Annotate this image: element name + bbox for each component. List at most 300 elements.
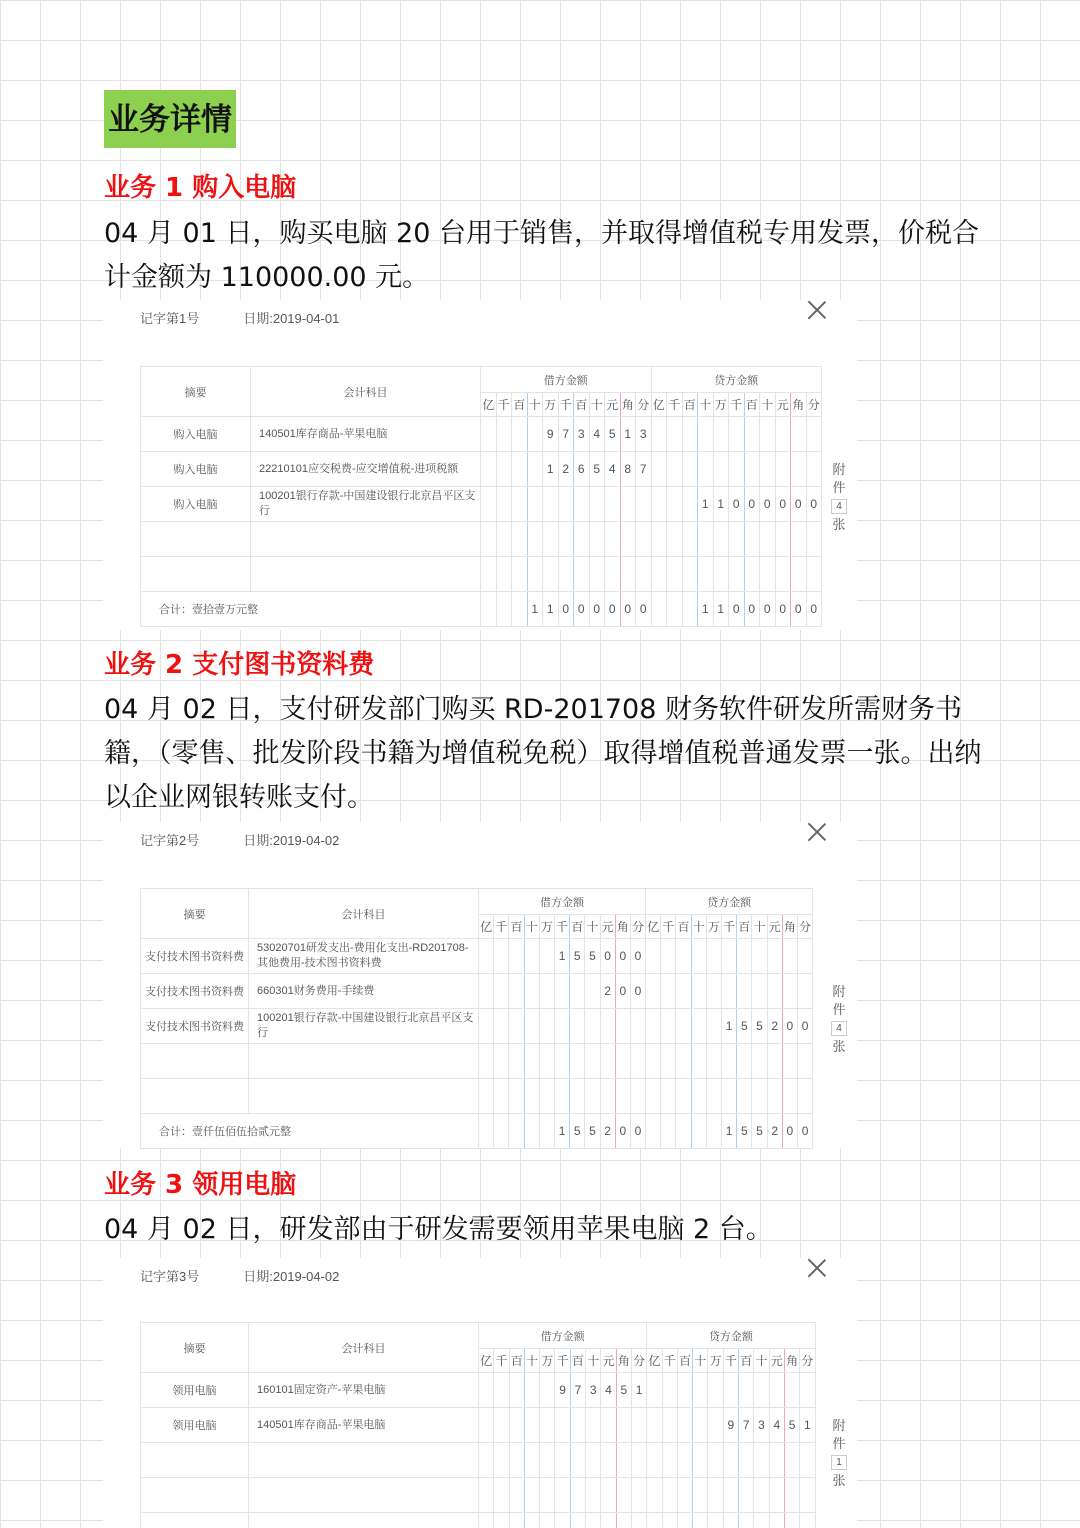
amount-digit xyxy=(601,1478,616,1513)
amount-digit xyxy=(540,1478,555,1513)
amount-digit: 0 xyxy=(791,592,807,627)
amount-digit xyxy=(543,557,559,592)
amount-digit xyxy=(806,557,822,592)
amount-digit: 0 xyxy=(775,487,791,522)
amount-digit: 1 xyxy=(631,1373,646,1408)
amount-digit: 0 xyxy=(636,592,652,627)
amount-digit xyxy=(509,1478,524,1513)
unit-label: 角 xyxy=(782,915,797,939)
summary-cell: 支付技术图书资料费 xyxy=(141,939,249,974)
amount-digit xyxy=(631,1443,646,1478)
amount-digit xyxy=(509,974,524,1009)
table-row xyxy=(141,1478,816,1513)
amount-digit xyxy=(691,1009,706,1044)
attachment-count xyxy=(827,1417,851,1490)
amount-digit xyxy=(496,522,512,557)
amount-digit xyxy=(698,417,714,452)
voucher-date: 日期:2019-04-02 xyxy=(243,833,340,848)
table-row xyxy=(141,522,822,557)
amount-digit xyxy=(496,557,512,592)
amount-digit xyxy=(512,452,528,487)
unit-label: 元 xyxy=(605,393,621,417)
amount-digit xyxy=(605,487,621,522)
amount-digit xyxy=(570,1009,585,1044)
amount-digit: 5 xyxy=(605,417,621,452)
amount-digit: 5 xyxy=(616,1373,631,1408)
amount-digit xyxy=(554,1044,569,1079)
amount-digit xyxy=(494,974,509,1009)
amount-digit xyxy=(713,417,729,452)
unit-label: 十 xyxy=(752,915,767,939)
amount-digit xyxy=(667,452,683,487)
amount-digit: 2 xyxy=(767,1114,782,1149)
amount-digit xyxy=(570,1408,585,1443)
amount-digit xyxy=(589,487,605,522)
amount-digit xyxy=(509,1044,524,1079)
amount-digit: 0 xyxy=(760,592,776,627)
amount-digit xyxy=(662,1373,677,1408)
unit-label: 百 xyxy=(574,393,590,417)
unit-label: 亿 xyxy=(651,393,667,417)
amount-digit xyxy=(524,1114,539,1149)
amount-digit xyxy=(698,557,714,592)
attachment-label: 件 xyxy=(832,1002,846,1017)
amount-digit xyxy=(744,417,760,452)
close-icon[interactable] xyxy=(807,300,827,320)
amount-digit xyxy=(677,1478,692,1513)
amount-digit xyxy=(512,487,528,522)
voucher-number: 记字第2号 xyxy=(140,833,200,848)
attachment-label: 张 xyxy=(832,1473,846,1488)
amount-digit xyxy=(585,1079,600,1114)
amount-digit: 5 xyxy=(752,1114,767,1149)
amount-digit xyxy=(775,452,791,487)
amount-digit xyxy=(769,1478,784,1513)
amount-digit: 2 xyxy=(600,974,615,1009)
amount-digit xyxy=(496,487,512,522)
amount-digit xyxy=(775,417,791,452)
summary-cell xyxy=(141,522,251,557)
amount-digit xyxy=(706,974,721,1009)
amount-digit: 0 xyxy=(782,1114,797,1149)
amount-digit xyxy=(647,1478,662,1513)
amount-digit xyxy=(586,1478,601,1513)
amount-digit: 5 xyxy=(589,452,605,487)
unit-label: 百 xyxy=(739,1349,754,1373)
amount-digit xyxy=(479,1478,494,1513)
amount-digit xyxy=(509,1513,524,1528)
amount-digit: 0 xyxy=(615,939,630,974)
unit-label: 元 xyxy=(600,915,615,939)
amount-digit xyxy=(713,557,729,592)
amount-digit xyxy=(539,939,554,974)
amount-digit xyxy=(760,417,776,452)
amount-digit xyxy=(524,1478,539,1513)
amount-digit xyxy=(647,1513,662,1528)
amount-digit xyxy=(509,1373,524,1408)
amount-digit xyxy=(708,1373,723,1408)
amount-digit xyxy=(754,1373,769,1408)
unit-label: 分 xyxy=(797,915,812,939)
amount-digit xyxy=(676,974,691,1009)
unit-label: 百 xyxy=(737,915,752,939)
amount-digit xyxy=(494,939,509,974)
total-label: 合计：壹拾壹万元整 xyxy=(141,592,481,627)
amount-digit xyxy=(636,557,652,592)
amount-digit: 0 xyxy=(605,592,621,627)
voucher-header xyxy=(140,1266,383,1285)
column-credit: 贷方金额 xyxy=(647,1323,815,1349)
amount-digit xyxy=(524,1373,539,1408)
table-row xyxy=(141,1044,813,1079)
amount-digit xyxy=(570,1513,585,1528)
amount-digit xyxy=(479,1513,494,1528)
amount-digit xyxy=(620,522,636,557)
amount-digit: 0 xyxy=(558,592,574,627)
account-cell xyxy=(251,557,481,592)
amount-digit xyxy=(616,1513,631,1528)
amount-digit xyxy=(760,557,776,592)
amount-digit xyxy=(682,487,698,522)
amount-digit xyxy=(713,522,729,557)
amount-digit xyxy=(767,1079,782,1114)
amount-digit xyxy=(574,522,590,557)
amount-digit xyxy=(667,417,683,452)
column-account: 会计科目 xyxy=(249,1323,479,1373)
attachment-label: 附 xyxy=(832,462,846,477)
amount-digit xyxy=(539,1114,554,1149)
amount-digit xyxy=(723,1513,738,1528)
column-summary: 摘要 xyxy=(141,889,249,939)
business-1-description: 04 月 01 日，购买电脑 20 台用于销售，并取得增值税专用发票，价税合计金额为 110000.00 元。 xyxy=(104,218,979,293)
unit-label: 元 xyxy=(769,1349,784,1373)
amount-digit xyxy=(512,522,528,557)
summary-cell xyxy=(141,1044,249,1079)
amount-digit xyxy=(539,1044,554,1079)
unit-label: 亿 xyxy=(479,915,494,939)
amount-digit xyxy=(752,1079,767,1114)
table-row xyxy=(141,1408,816,1443)
amount-digit xyxy=(676,939,691,974)
amount-digit xyxy=(752,1044,767,1079)
unit-label: 万 xyxy=(713,393,729,417)
amount-digit: 1 xyxy=(722,1114,737,1149)
amount-digit xyxy=(494,1373,509,1408)
amount-digit xyxy=(782,939,797,974)
amount-digit xyxy=(682,522,698,557)
amount-digit xyxy=(706,1009,721,1044)
column-debit: 借方金额 xyxy=(479,1323,647,1349)
attachment-number[interactable]: 4 xyxy=(831,1021,847,1036)
unit-label: 百 xyxy=(512,393,528,417)
amount-digit xyxy=(760,452,776,487)
amount-digit xyxy=(651,417,667,452)
amount-digit: 1 xyxy=(543,592,559,627)
attachment-number[interactable]: 4 xyxy=(831,499,847,514)
amount-digit xyxy=(527,452,543,487)
unit-label: 万 xyxy=(539,915,554,939)
unit-label: 百 xyxy=(677,1349,692,1373)
amount-digit xyxy=(509,1408,524,1443)
amount-digit: 0 xyxy=(600,939,615,974)
amount-digit xyxy=(791,557,807,592)
summary-cell: 购入电脑 xyxy=(141,417,251,452)
voucher-table xyxy=(140,366,822,627)
attachment-count xyxy=(827,461,851,534)
amount-digit xyxy=(662,1443,677,1478)
amount-digit xyxy=(729,452,745,487)
unit-label: 百 xyxy=(509,1349,524,1373)
amount-digit xyxy=(706,939,721,974)
unit-label: 角 xyxy=(791,393,807,417)
column-summary: 摘要 xyxy=(141,367,251,417)
amount-digit xyxy=(698,522,714,557)
account-cell xyxy=(249,1513,479,1528)
account-cell xyxy=(251,522,481,557)
amount-digit xyxy=(494,1044,509,1079)
amount-digit: 1 xyxy=(713,592,729,627)
amount-digit xyxy=(600,1009,615,1044)
amount-digit xyxy=(723,1373,738,1408)
amount-digit xyxy=(527,417,543,452)
amount-digit xyxy=(729,417,745,452)
unit-label: 十 xyxy=(691,915,706,939)
amount-digit: 7 xyxy=(558,417,574,452)
account-cell xyxy=(249,1478,479,1513)
amount-digit xyxy=(646,1044,661,1079)
amount-digit xyxy=(539,974,554,1009)
amount-digit xyxy=(631,1408,646,1443)
amount-digit xyxy=(737,939,752,974)
amount-digit: 4 xyxy=(605,452,621,487)
amount-digit xyxy=(558,487,574,522)
table-row xyxy=(141,1373,816,1408)
amount-digit xyxy=(615,1009,630,1044)
amount-digit xyxy=(570,1443,585,1478)
unit-label: 分 xyxy=(806,393,822,417)
unit-label: 分 xyxy=(631,1349,646,1373)
business-3-description: 04 月 02 日，研发部由于研发需要领用苹果电脑 2 台。 xyxy=(104,1214,773,1245)
amount-digit xyxy=(494,1443,509,1478)
amount-digit xyxy=(691,974,706,1009)
account-cell: 140501库存商品-苹果电脑 xyxy=(249,1408,479,1443)
amount-digit: 3 xyxy=(636,417,652,452)
amount-digit xyxy=(496,417,512,452)
attachment-label: 附 xyxy=(832,1418,846,1433)
voucher-header xyxy=(140,830,383,849)
amount-digit xyxy=(651,452,667,487)
amount-digit xyxy=(769,1373,784,1408)
amount-digit: 0 xyxy=(630,974,645,1009)
amount-digit xyxy=(585,974,600,1009)
unit-label: 千 xyxy=(555,1349,570,1373)
account-cell: 100201银行存款-中国建设银行北京昌平区支行 xyxy=(251,487,481,522)
amount-digit: 5 xyxy=(784,1408,799,1443)
amount-digit: 0 xyxy=(729,592,745,627)
amount-digit: 4 xyxy=(601,1373,616,1408)
amount-digit xyxy=(784,1443,799,1478)
amount-digit: 0 xyxy=(797,1114,812,1149)
page-title: 业务详情 xyxy=(104,90,236,148)
account-cell xyxy=(249,1079,479,1114)
amount-digit xyxy=(767,974,782,1009)
amount-digit xyxy=(691,1079,706,1114)
amount-digit xyxy=(586,1408,601,1443)
amount-digit xyxy=(667,522,683,557)
amount-digit xyxy=(722,1044,737,1079)
amount-digit xyxy=(512,557,528,592)
amount-digit: 9 xyxy=(723,1408,738,1443)
amount-digit: 0 xyxy=(791,487,807,522)
voucher-header xyxy=(140,308,383,327)
amount-digit xyxy=(527,522,543,557)
amount-digit: 0 xyxy=(782,1009,797,1044)
business-2-title: 业务 2 支付图书资料费 xyxy=(104,650,375,680)
amount-digit xyxy=(677,1513,692,1528)
amount-digit: 8 xyxy=(620,452,636,487)
amount-digit xyxy=(800,1373,815,1408)
amount-digit xyxy=(539,1079,554,1114)
amount-digit: 0 xyxy=(797,1009,812,1044)
column-account: 会计科目 xyxy=(249,889,479,939)
summary-cell xyxy=(141,1478,249,1513)
voucher-3 xyxy=(103,1258,857,1528)
close-icon[interactable] xyxy=(807,1258,827,1278)
amount-digit xyxy=(691,1114,706,1149)
amount-digit: 0 xyxy=(615,1114,630,1149)
voucher-table xyxy=(140,888,813,1149)
summary-cell: 支付技术图书资料费 xyxy=(141,974,249,1009)
amount-digit xyxy=(767,1044,782,1079)
amount-digit: 9 xyxy=(543,417,559,452)
attachment-label: 张 xyxy=(832,1039,846,1054)
amount-digit: 7 xyxy=(636,452,652,487)
close-icon[interactable] xyxy=(807,822,827,842)
amount-digit xyxy=(527,487,543,522)
amount-digit: 3 xyxy=(574,417,590,452)
amount-digit xyxy=(722,1079,737,1114)
amount-digit xyxy=(630,1044,645,1079)
unit-label: 千 xyxy=(662,1349,677,1373)
amount-digit xyxy=(739,1443,754,1478)
amount-digit xyxy=(784,1478,799,1513)
amount-digit xyxy=(677,1408,692,1443)
amount-digit xyxy=(691,939,706,974)
amount-digit: 0 xyxy=(589,592,605,627)
table-row xyxy=(141,452,822,487)
amount-digit: 1 xyxy=(800,1408,815,1443)
unit-label: 十 xyxy=(698,393,714,417)
table-row xyxy=(141,557,822,592)
table-row xyxy=(141,487,822,522)
amount-digit xyxy=(800,1443,815,1478)
amount-digit xyxy=(708,1513,723,1528)
amount-digit xyxy=(797,939,812,974)
amount-digit xyxy=(524,1408,539,1443)
amount-digit: 5 xyxy=(585,939,600,974)
summary-cell xyxy=(141,557,251,592)
unit-label: 千 xyxy=(729,393,745,417)
amount-digit xyxy=(509,1443,524,1478)
amount-digit xyxy=(646,974,661,1009)
amount-digit xyxy=(647,1443,662,1478)
amount-digit xyxy=(729,557,745,592)
voucher-number: 记字第1号 xyxy=(140,311,200,326)
amount-digit xyxy=(586,1443,601,1478)
amount-digit xyxy=(620,557,636,592)
amount-digit xyxy=(661,1114,676,1149)
amount-digit xyxy=(494,1408,509,1443)
voucher-table xyxy=(140,1322,816,1528)
table-row xyxy=(141,1009,813,1044)
amount-digit xyxy=(797,974,812,1009)
amount-digit xyxy=(631,1478,646,1513)
amount-digit xyxy=(739,1373,754,1408)
amount-digit xyxy=(585,1044,600,1079)
voucher-2 xyxy=(103,822,857,1148)
amount-digit xyxy=(555,1478,570,1513)
amount-digit xyxy=(496,592,512,627)
unit-label: 十 xyxy=(527,393,543,417)
amount-digit xyxy=(512,592,528,627)
amount-digit: 0 xyxy=(806,592,822,627)
unit-label: 十 xyxy=(585,915,600,939)
summary-cell: 购入电脑 xyxy=(141,452,251,487)
amount-digit xyxy=(479,1079,494,1114)
amount-digit: 2 xyxy=(600,1114,615,1149)
amount-digit xyxy=(691,1044,706,1079)
amount-digit xyxy=(744,557,760,592)
amount-digit xyxy=(646,1009,661,1044)
amount-digit xyxy=(661,1044,676,1079)
total-label: 合计：壹仟伍佰伍拾贰元整 xyxy=(141,1114,479,1149)
total-row xyxy=(141,592,822,627)
amount-digit xyxy=(693,1373,708,1408)
amount-digit: 4 xyxy=(589,417,605,452)
amount-digit xyxy=(708,1478,723,1513)
amount-digit: 0 xyxy=(615,974,630,1009)
amount-digit xyxy=(496,452,512,487)
amount-digit xyxy=(713,452,729,487)
amount-digit: 0 xyxy=(806,487,822,522)
account-cell xyxy=(249,1044,479,1079)
unit-label: 分 xyxy=(800,1349,815,1373)
amount-digit xyxy=(479,1408,494,1443)
amount-digit: 5 xyxy=(570,1114,585,1149)
unit-label: 百 xyxy=(744,393,760,417)
amount-digit xyxy=(782,974,797,1009)
unit-label: 百 xyxy=(682,393,698,417)
amount-digit xyxy=(769,1513,784,1528)
table-row xyxy=(141,974,813,1009)
amount-digit xyxy=(782,1079,797,1114)
amount-digit xyxy=(616,1443,631,1478)
account-cell: 140501库存商品-苹果电脑 xyxy=(251,417,481,452)
amount-digit xyxy=(527,557,543,592)
amount-digit xyxy=(722,939,737,974)
account-cell: 22210101应交税费-应交增值税-进项税额 xyxy=(251,452,481,487)
amount-digit xyxy=(693,1513,708,1528)
summary-cell: 领用电脑 xyxy=(141,1408,249,1443)
amount-digit xyxy=(661,939,676,974)
amount-digit xyxy=(797,1044,812,1079)
amount-digit xyxy=(647,1373,662,1408)
amount-digit xyxy=(752,939,767,974)
unit-label: 百 xyxy=(570,1349,585,1373)
amount-digit xyxy=(605,522,621,557)
attachment-number[interactable]: 1 xyxy=(831,1455,847,1470)
unit-label: 十 xyxy=(760,393,776,417)
